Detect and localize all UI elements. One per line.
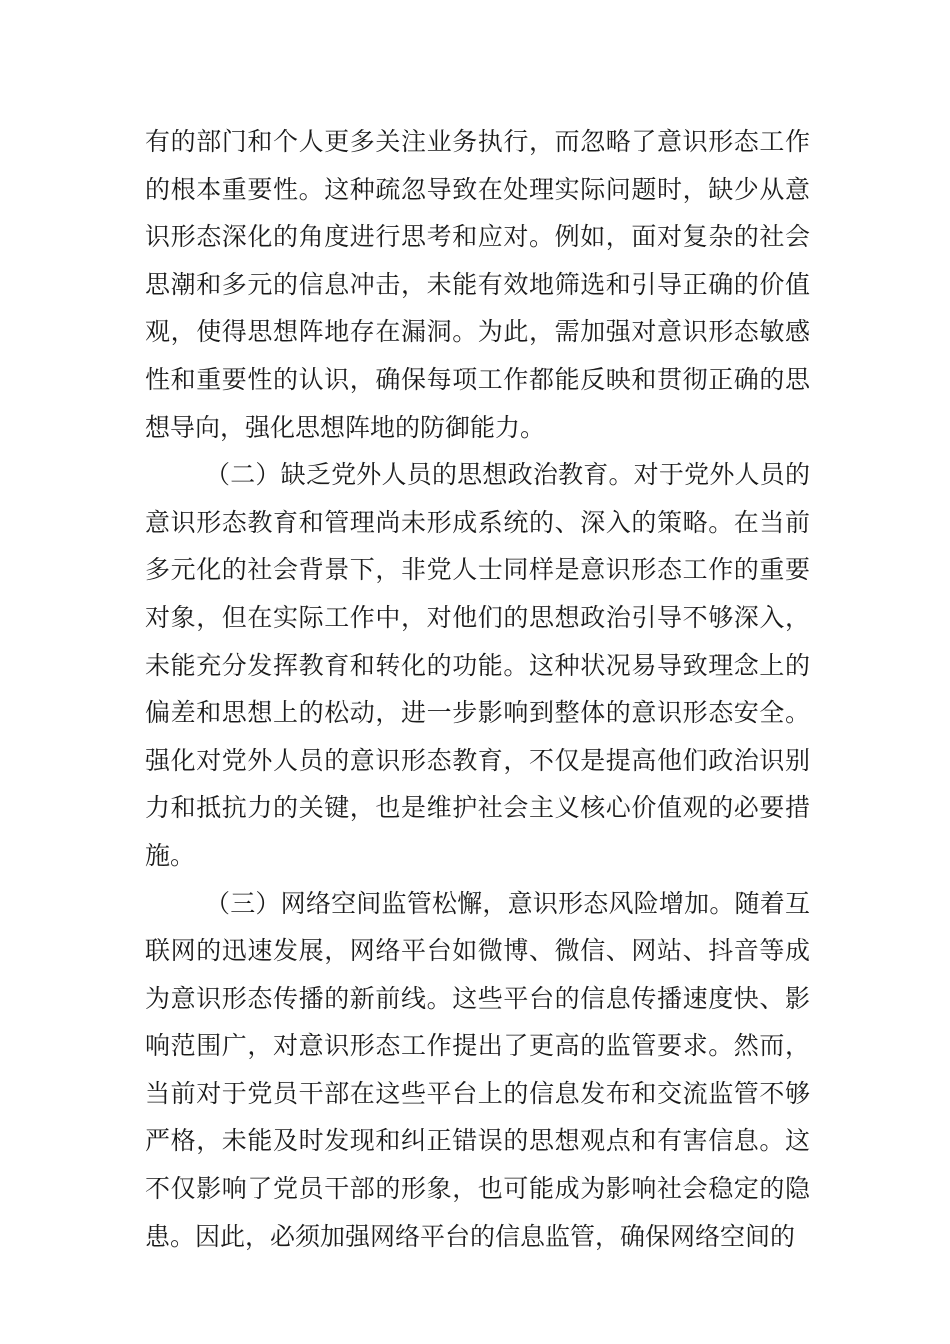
paragraph-section-3: （三）网络空间监管松懈，意识形态风险增加。随着互联网的迅速发展，网络平台如微博、微信、网站、抖音等成为意识形态传播的新前线。这些平台的信息传播速度快、影响范围广，对意识形态工作提出了更高的监管要求。然而，当前对于党员干部在这些平台上的信息发布和交流监管不够严格，未能及时发现和纠正错误的思想观点和有害信息。这不仅影响了党员干部的形象，也可能成为影响社会稳定的隐患。因此，必须加强网络平台的信息监管，确保网络空间的 xyxy=(145,888,810,1251)
paragraph-section-2: （二）缺乏党外人员的思想政治教育。对于党外人员的意识形态教育和管理尚未形成系统的、深入的策略。在当前多元化的社会背景下，非党人士同样是意识形态工作的重要对象，但在实际工作中，对他们的思想政治引导不够深入，未能充分发挥教育和转化的功能。这种状况易导致理念上的偏差和思想上的松动，进一步影响到整体的意识形态安全。强化对党外人员的意识形态教育，不仅是提高他们政治识别力和抵抗力的关键，也是维护社会主义核心价值观的必要措施。 xyxy=(145,460,810,870)
document-body xyxy=(145,118,810,1260)
paragraph-continuation: 有的部门和个人更多关注业务执行，而忽略了意识形态工作的根本重要性。这种疏忽导致在处理实际问题时，缺少从意识形态深化的角度进行思考和应对。例如，面对复杂的社会思潮和多元的信息冲击，未能有效地筛选和引导正确的价值观，使得思想阵地存在漏洞。为此，需加强对意识形态敏感性和重要性的认识，确保每项工作都能反映和贯彻正确的思想导向，强化思想阵地的防御能力。 xyxy=(145,127,810,442)
